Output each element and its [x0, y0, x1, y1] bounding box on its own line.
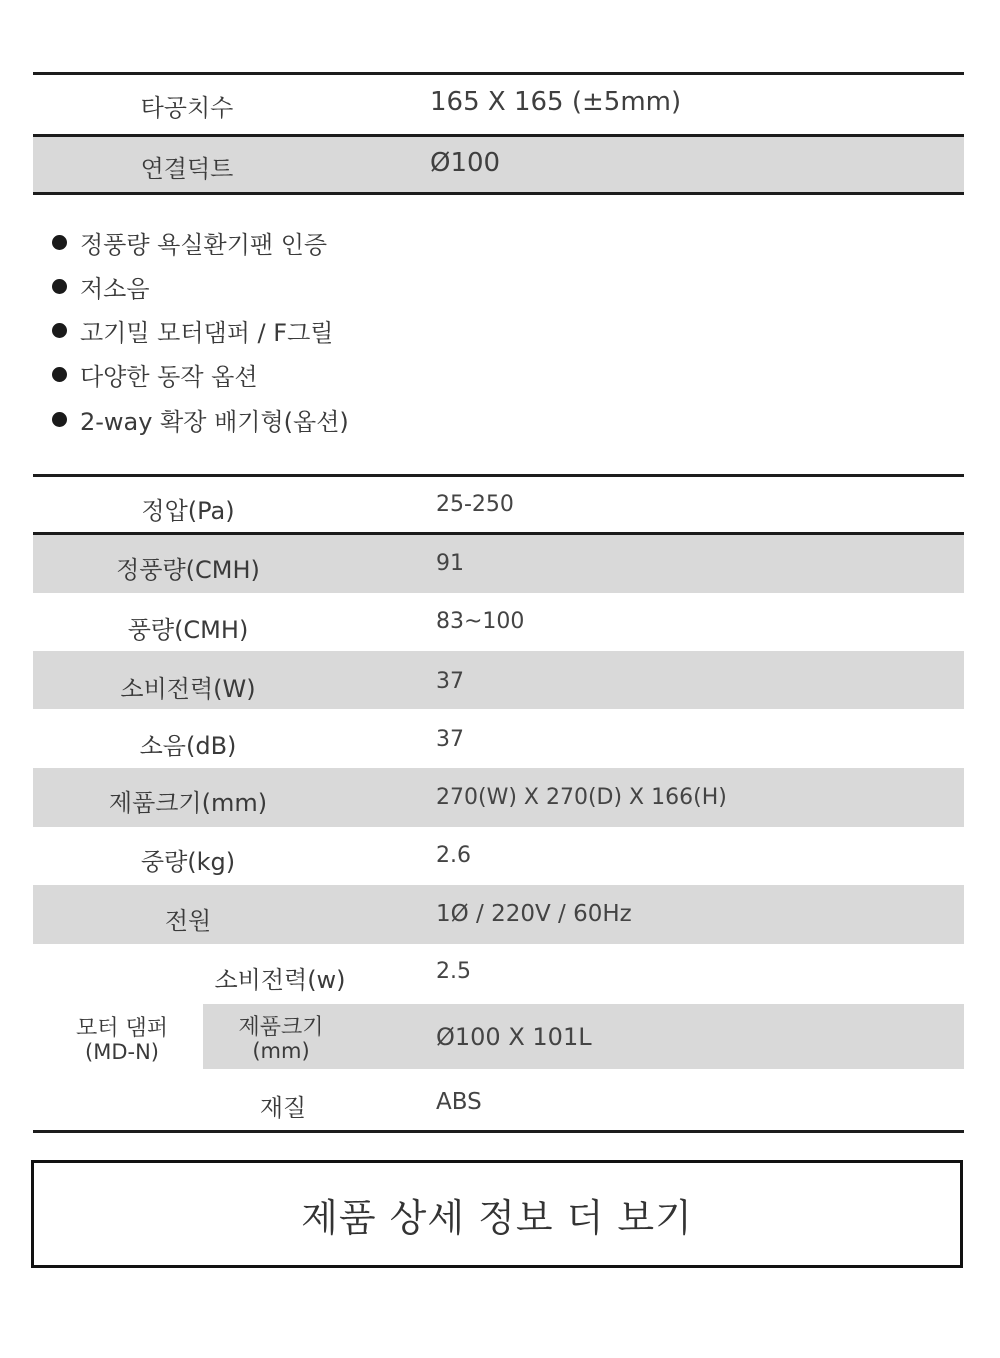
more-details-label: 제품 상세 정보 더 보기 — [301, 1195, 693, 1240]
spec-label: 풍량(CMH) — [127, 616, 249, 644]
sub-spec-value: 2.5 — [436, 959, 471, 984]
bullet-icon — [52, 323, 67, 338]
list-item — [52, 404, 349, 434]
spec-label: 정압(Pa) — [141, 497, 235, 525]
spec-label: 정풍량(CMH) — [116, 556, 260, 584]
feature-text: 저소음 — [80, 274, 150, 303]
list-item — [52, 271, 150, 301]
spec-value: 1Ø / 220V / 60Hz — [436, 901, 632, 927]
motor-damper-group-label: 모터 댐퍼 — [75, 1016, 169, 1041]
sub-spec-label: 소비전력(w) — [214, 966, 346, 994]
divider — [33, 1130, 964, 1133]
list-item — [52, 315, 333, 345]
feature-text: 2-way 확장 배기형(옵션) — [80, 407, 349, 436]
list-item — [52, 359, 258, 389]
spec-label-hole-size: 타공치수 — [140, 94, 234, 122]
spec-label: 소음(dB) — [139, 732, 237, 760]
sub-spec-value: Ø100 X 101L — [436, 1023, 592, 1051]
bullet-icon — [52, 367, 67, 382]
spec-label: 중량(kg) — [140, 848, 236, 876]
spec-value: 91 — [436, 551, 464, 576]
spec-value: 270(W) X 270(D) X 166(H) — [436, 785, 727, 810]
feature-text: 고기밀 모터댐퍼 / F그릴 — [80, 318, 334, 347]
spec-value: 37 — [436, 727, 464, 752]
spec-label: 제품크기(mm) — [108, 789, 268, 817]
feature-text: 다양한 동작 옵션 — [80, 362, 258, 391]
bullet-icon — [52, 279, 67, 294]
spec-value: 37 — [436, 669, 464, 694]
divider — [33, 192, 964, 195]
spec-label-duct: 연결덕트 — [140, 155, 234, 183]
spec-value: 83~100 — [436, 609, 525, 634]
more-details-button[interactable] — [31, 1160, 963, 1268]
sub-spec-label: 제품크기 — [238, 1015, 324, 1040]
sub-spec-label-unit: (mm) — [252, 1039, 310, 1063]
spec-label: 전원 — [164, 907, 212, 935]
divider — [33, 72, 964, 75]
motor-damper-model-label: (MD-N) — [85, 1040, 159, 1064]
spec-value-hole-size: 165 X 165 (±5mm) — [430, 87, 682, 117]
feature-text: 정풍량 욕실환기팬 인증 — [80, 230, 328, 259]
spec-value: 2.6 — [436, 843, 471, 868]
spec-value: 25-250 — [436, 492, 514, 517]
divider — [33, 474, 964, 477]
bullet-icon — [52, 412, 67, 427]
sub-spec-value: ABS — [436, 1089, 482, 1115]
sub-spec-label: 재질 — [259, 1094, 307, 1122]
list-item — [52, 227, 327, 257]
spec-value-duct: Ø100 — [430, 148, 501, 178]
bullet-icon — [52, 235, 67, 250]
spec-label: 소비전력(W) — [120, 675, 256, 703]
